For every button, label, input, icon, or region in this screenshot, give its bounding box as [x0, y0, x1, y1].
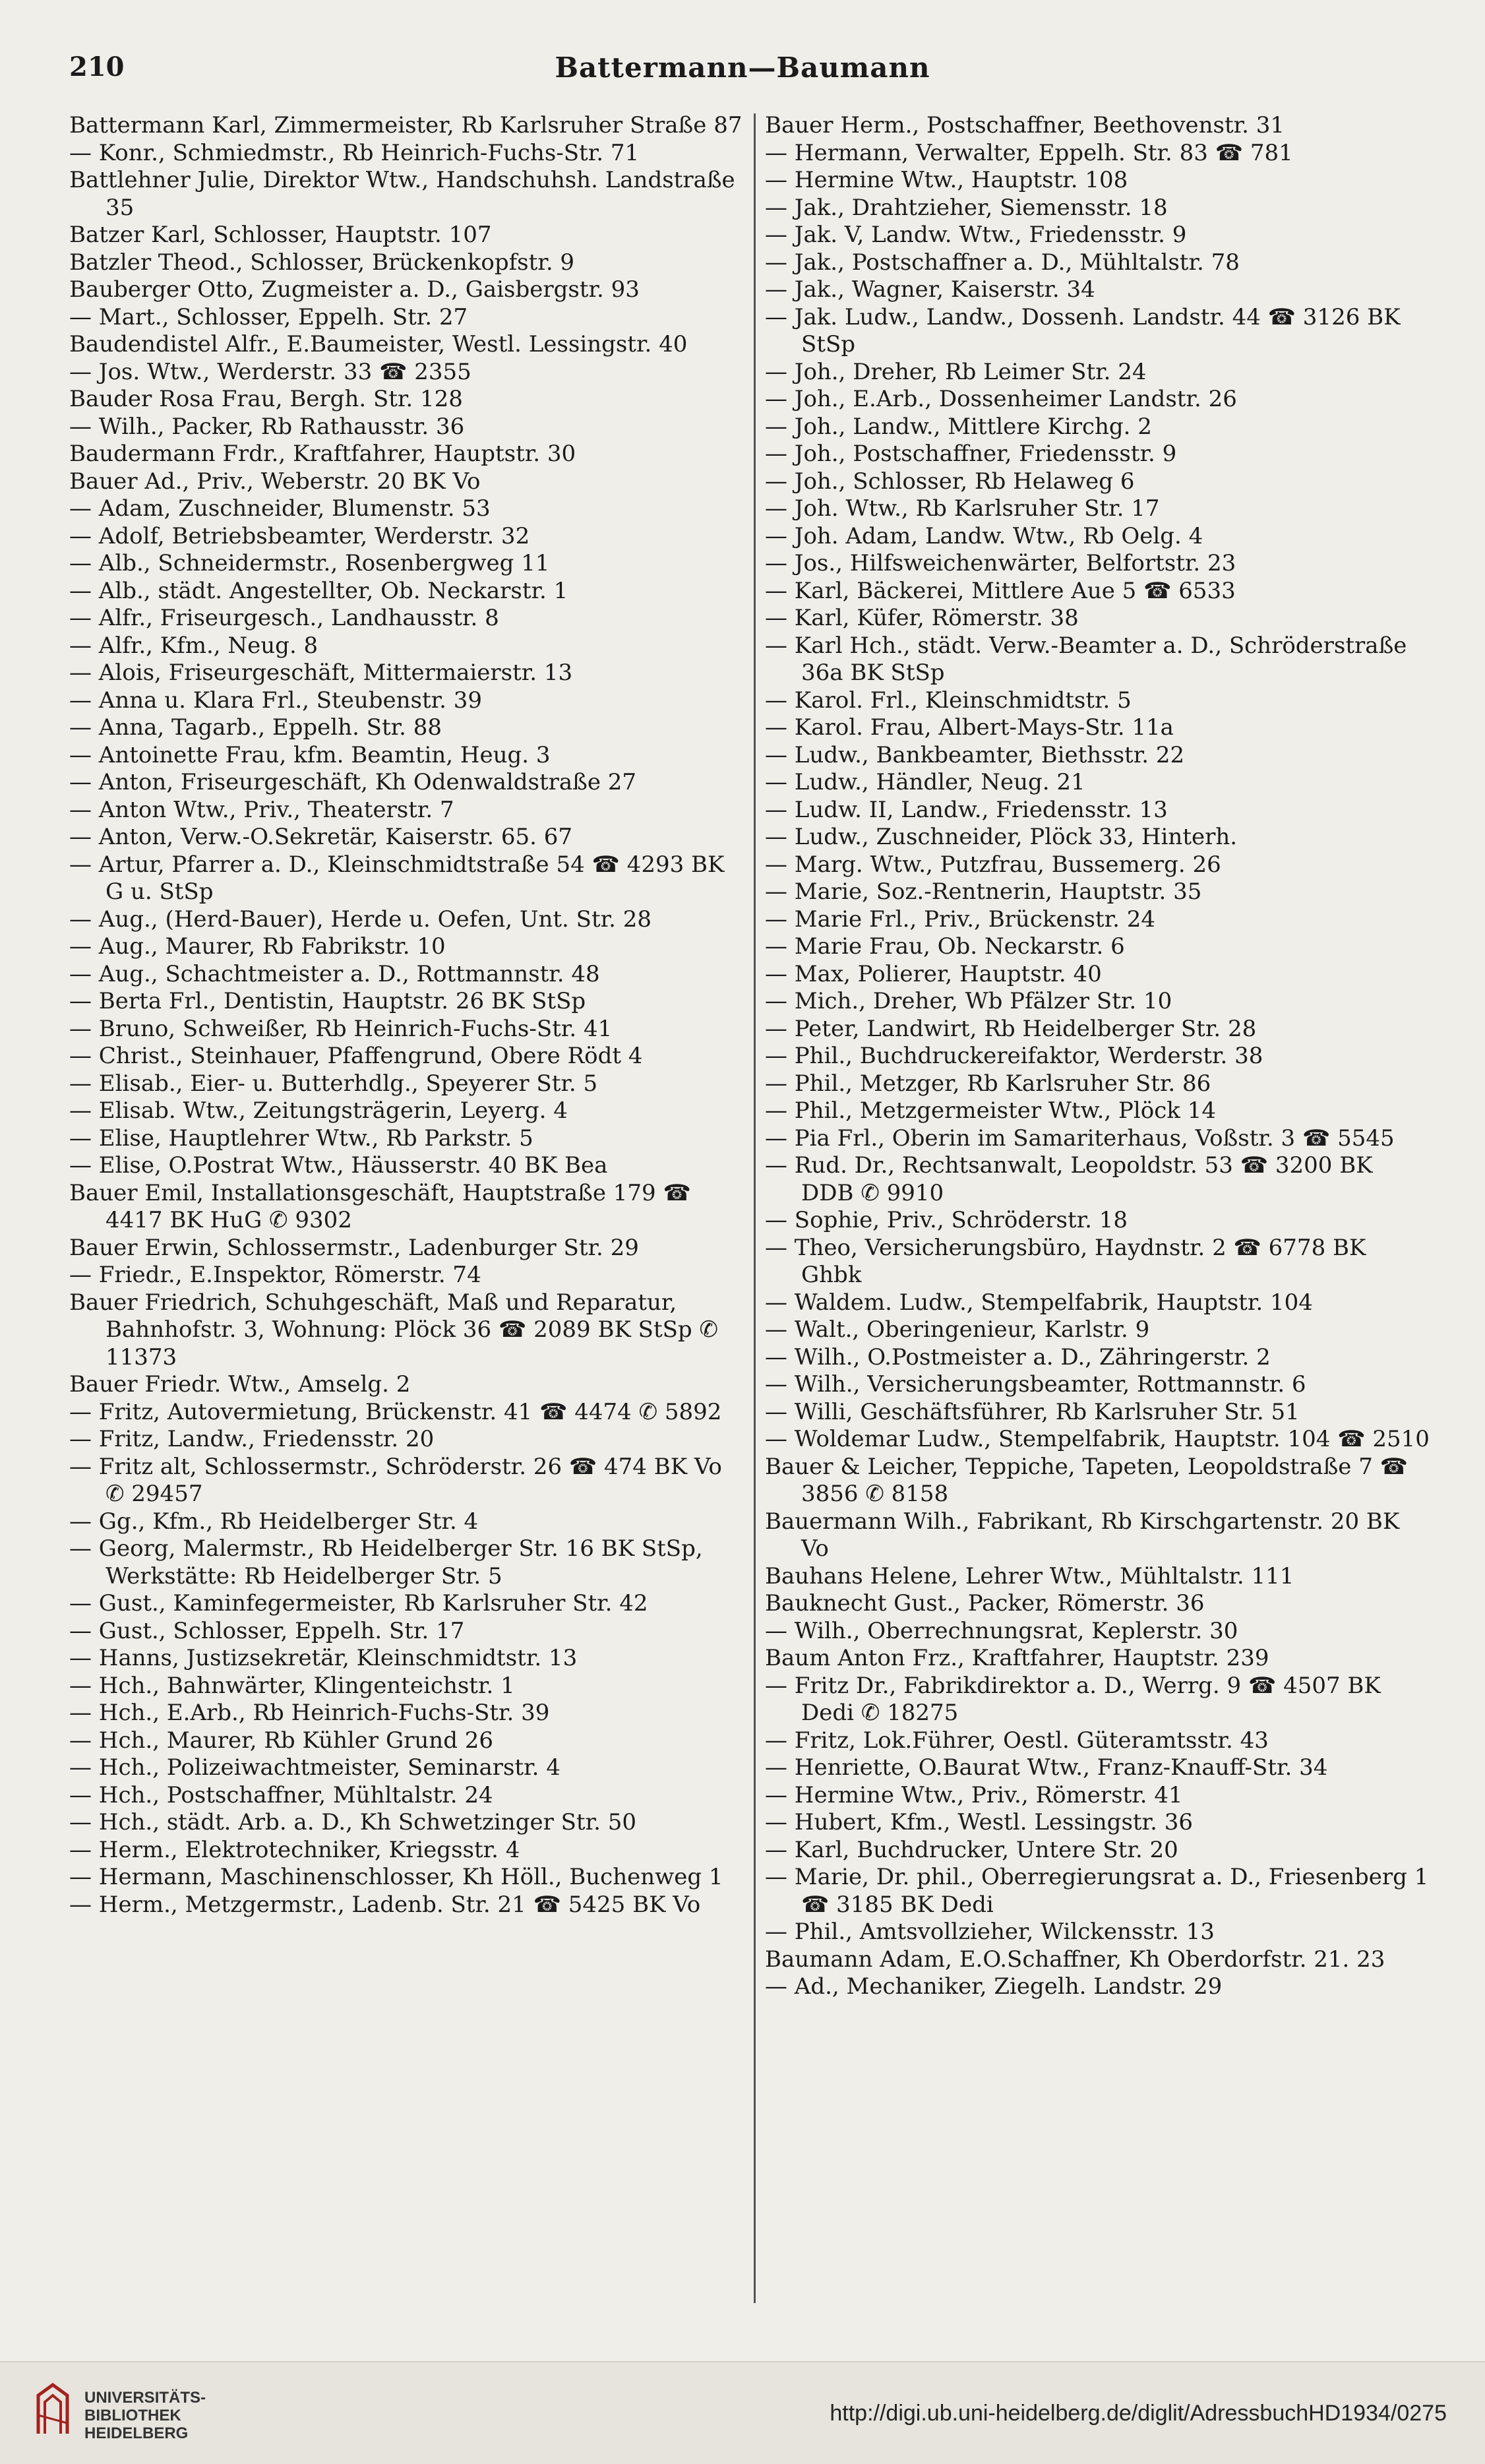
- directory-entry: — Marg. Wtw., Putzfrau, Bussemerg. 26: [765, 851, 1221, 878]
- directory-entry: Batzer Karl, Schlosser, Hauptstr. 107: [69, 222, 492, 248]
- directory-entry: — Elise, Hauptlehrer Wtw., Rb Parkstr. 5: [69, 1124, 533, 1152]
- directory-entry: — Fritz, Landw., Friedensstr. 20: [69, 1426, 435, 1452]
- directory-entry: — Alb., Schneidermstr., Rosenbergweg 11: [69, 550, 550, 576]
- directory-entry: — Wilh., Versicherungsbeamter, Rottmannstr. 6: [765, 1371, 1306, 1398]
- directory-entry: — Marie Frau, Ob. Neckarstr. 6: [765, 933, 1125, 960]
- directory-entry: — Elisab. Wtw., Zeitungsträgerin, Leyerg. 4: [69, 1097, 568, 1124]
- directory-entry: — Pia Frl., Oberin im Samariterhaus, Voßstr. 3 ☎ 5545: [765, 1124, 1395, 1152]
- library-name-line-1: UNIVERSITÄTS-: [84, 2389, 206, 2407]
- directory-entry: — Anna, Tagarb., Eppelh. Str. 88: [69, 714, 442, 741]
- directory-entry: Battermann Karl, Zimmermeister, Rb Karlsruher Straße 87: [69, 112, 742, 139]
- directory-entry: — Joh., Landw., Mittlere Kirchg. 2: [765, 413, 1152, 440]
- directory-entry: — Joh. Wtw., Rb Karlsruher Str. 17: [765, 495, 1160, 522]
- directory-entry: Bauberger Otto, Zugmeister a. D., Gaisbergstr. 93: [69, 276, 640, 303]
- directory-entry: — Karl, Buchdrucker, Untere Str. 20: [765, 1836, 1178, 1863]
- directory-entry: — Mart., Schlosser, Eppelh. Str. 27: [69, 303, 468, 330]
- directory-entry: — Anton, Verw.-O.Sekretär, Kaiserstr. 65. 67: [69, 824, 572, 850]
- directory-entry: — Walt., Oberingenieur, Karlstr. 9: [765, 1316, 1150, 1343]
- directory-entry: — Gust., Schlosser, Eppelh. Str. 17: [69, 1617, 465, 1644]
- directory-entry: — Marie, Soz.-Rentnerin, Hauptstr. 35: [765, 878, 1202, 905]
- directory-entry: — Karl, Küfer, Römerstr. 38: [765, 605, 1079, 631]
- directory-entry: — Jak. Ludw., Landw., Dossenh. Landstr. 44 ☎ 3126 BK StSp: [765, 303, 1401, 357]
- directory-entry: — Phil., Metzgermeister Wtw., Plöck 14: [765, 1097, 1216, 1124]
- directory-entry: — Max, Polierer, Hauptstr. 40: [765, 960, 1102, 987]
- directory-entry: — Hch., Bahnwärter, Klingenteichstr. 1: [69, 1672, 515, 1699]
- directory-entry: — Theo, Versicherungsbüro, Haydnstr. 2 ☎ 6778 BK Ghbk: [765, 1234, 1366, 1288]
- directory-entry: — Christ., Steinhauer, Pfaffengrund, Obere Rödt 4: [69, 1043, 643, 1069]
- directory-entry: Baudendistel Alfr., E.Baumeister, Westl. Lessingstr. 40: [69, 331, 688, 357]
- directory-entry: — Marie, Dr. phil., Oberregierungsrat a. D., Friesenberg 1 ☎ 3185 BK Dedi: [765, 1864, 1429, 1918]
- directory-entry: — Joh., Schlosser, Rb Helaweg 6: [765, 468, 1135, 495]
- directory-entry: — Wilh., Oberrechnungsrat, Keplerstr. 30: [765, 1617, 1238, 1644]
- directory-entry: Baumann Adam, E.O.Schaffner, Kh Oberdorfstr. 21. 23: [765, 1946, 1385, 1973]
- directory-entry: — Bruno, Schweißer, Rb Heinrich-Fuchs-Str. 41: [69, 1015, 613, 1042]
- directory-entry: — Hubert, Kfm., Westl. Lessingstr. 36: [765, 1809, 1193, 1835]
- directory-entry: — Aug., Maurer, Rb Fabrikstr. 10: [69, 933, 446, 960]
- library-name-line-3: HEIDELBERG: [84, 2424, 189, 2442]
- directory-entry: — Alois, Friseurgeschäft, Mittermaierstr. 13: [69, 660, 573, 686]
- directory-entry: — Ad., Mechaniker, Ziegelh. Landstr. 29: [765, 1973, 1223, 2000]
- directory-entry: — Fritz, Lok.Führer, Oestl. Güteramtsstr. 43: [765, 1727, 1269, 1754]
- directory-entry: — Berta Frl., Dentistin, Hauptstr. 26 BK StSp: [69, 988, 586, 1014]
- directory-entry: — Elise, O.Postrat Wtw., Häusserstr. 40 BK Bea: [69, 1152, 608, 1179]
- directory-entry: — Ludw., Zuschneider, Plöck 33, Hinterh.: [765, 824, 1238, 850]
- directory-entry: — Ludw., Händler, Neug. 21: [765, 769, 1085, 795]
- directory-entry: — Alfr., Friseurgesch., Landhausstr. 8: [69, 605, 499, 631]
- directory-entry: — Ludw., Bankbeamter, Biethsstr. 22: [765, 741, 1185, 768]
- directory-entry: — Konr., Schmiedmstr., Rb Heinrich-Fuchs-Str. 71: [69, 139, 640, 166]
- directory-entry: — Jak., Drahtzieher, Siemensstr. 18: [765, 194, 1168, 221]
- directory-entry: — Antoinette Frau, kfm. Beamtin, Heug. 3: [69, 741, 551, 768]
- directory-entry: — Gust., Kaminfegermeister, Rb Karlsruher Str. 42: [69, 1590, 648, 1617]
- directory-entry: — Mich., Dreher, Wb Pfälzer Str. 10: [765, 988, 1172, 1014]
- directory-entry: — Sophie, Priv., Schröderstr. 18: [765, 1207, 1128, 1233]
- directory-entry: Bauer Herm., Postschaffner, Beethovenstr. 31: [765, 112, 1285, 139]
- left-column: [69, 112, 745, 2305]
- directory-entry: Baum Anton Frz., Kraftfahrer, Hauptstr. 239: [765, 1645, 1269, 1671]
- directory-entry: — Hch., städt. Arb. a. D., Kh Schwetzinger Str. 50: [69, 1809, 636, 1835]
- directory-entry: — Jos. Wtw., Werderstr. 33 ☎ 2355: [69, 358, 471, 385]
- directory-entry: — Woldemar Ludw., Stempelfabrik, Hauptstr. 104 ☎ 2510: [765, 1426, 1430, 1452]
- column-divider: [754, 113, 756, 2303]
- directory-entry: Bauer & Leicher, Teppiche, Tapeten, Leopoldstraße 7 ☎ 3856 ✆ 8158: [765, 1453, 1409, 1507]
- directory-entry: — Anton, Friseurgeschäft, Kh Odenwaldstraße 27: [69, 769, 637, 795]
- page-header: [69, 51, 1416, 91]
- directory-entry: Bauer Erwin, Schlossermstr., Ladenburger Str. 29: [69, 1234, 639, 1261]
- library-name: [84, 2389, 206, 2442]
- right-column: [765, 112, 1431, 2305]
- directory-entry: Batzler Theod., Schlosser, Brückenkopfstr. 9: [69, 249, 575, 276]
- directory-entry: — Peter, Landwirt, Rb Heidelberger Str. 28: [765, 1015, 1257, 1042]
- directory-entry: — Artur, Pfarrer a. D., Kleinschmidtstraße 54 ☎ 4293 BK G u. StSp: [69, 851, 725, 905]
- directory-entry: — Herm., Elektrotechniker, Kriegsstr. 4: [69, 1836, 520, 1863]
- directory-entry: — Hermine Wtw., Hauptstr. 108: [765, 167, 1128, 193]
- directory-entry: — Karl Hch., städt. Verw.-Beamter a. D., Schröderstraße 36a BK StSp: [765, 632, 1407, 686]
- directory-entry: — Karol. Frl., Kleinschmidtstr. 5: [765, 687, 1132, 714]
- directory-entry: — Hch., Polizeiwachtmeister, Seminarstr. 4: [69, 1754, 561, 1781]
- directory-entry: — Elisab., Eier- u. Butterhdlg., Speyerer Str. 5: [69, 1070, 598, 1097]
- directory-entry: — Karol. Frau, Albert-Mays-Str. 11a: [765, 714, 1174, 741]
- library-name-line-2: BIBLIOTHEK: [84, 2407, 181, 2424]
- directory-entry: — Fritz alt, Schlossermstr., Schröderstr. 26 ☎ 474 BK Vo ✆ 29457: [69, 1453, 722, 1507]
- directory-entry: — Georg, Malermstr., Rb Heidelberger Str. 16 BK StSp, Werkstätte: Rb Heidelberger Str. 5: [69, 1535, 703, 1589]
- directory-entry: — Wilh., O.Postmeister a. D., Zähringerstr. 2: [765, 1343, 1271, 1371]
- directory-entry: Bauer Friedr. Wtw., Amselg. 2: [69, 1371, 411, 1398]
- directory-entry: — Fritz Dr., Fabrikdirektor a. D., Werrg. 9 ☎ 4507 BK Dedi ✆ 18275: [765, 1672, 1381, 1726]
- directory-entry: — Alb., städt. Angestellter, Ob. Neckarstr. 1: [69, 577, 568, 604]
- directory-entry: — Joh., Postschaffner, Friedensstr. 9: [765, 441, 1177, 467]
- directory-entry: — Joh., E.Arb., Dossenheimer Landstr. 26: [765, 386, 1237, 412]
- page-number: 210: [69, 51, 125, 82]
- directory-entry: — Hermine Wtw., Priv., Römerstr. 41: [765, 1781, 1183, 1808]
- viewer-footer: [0, 2361, 1485, 2464]
- directory-entry: — Anna u. Klara Frl., Steubenstr. 39: [69, 687, 483, 714]
- directory-entry: — Waldem. Ludw., Stempelfabrik, Hauptstr. 104: [765, 1289, 1313, 1316]
- directory-entry: — Jak., Wagner, Kaiserstr. 34: [765, 276, 1095, 303]
- directory-entry: — Alfr., Kfm., Neug. 8: [69, 632, 318, 659]
- directory-entry: — Jos., Hilfsweichenwärter, Belfortstr. 23: [765, 550, 1236, 576]
- directory-entry: — Hch., Maurer, Rb Kühler Grund 26: [69, 1727, 494, 1754]
- directory-entry: Battlehner Julie, Direktor Wtw., Handschuhsh. Landstraße 35: [69, 167, 735, 221]
- directory-entry: — Fritz, Autovermietung, Brückenstr. 41 ☎ 4474 ✆ 5892: [69, 1398, 722, 1425]
- library-logo-icon: [32, 2382, 74, 2438]
- directory-entry: — Karl, Bäckerei, Mittlere Aue 5 ☎ 6533: [765, 577, 1236, 604]
- directory-entry: — Hanns, Justizsekretär, Kleinschmidtstr. 13: [69, 1645, 578, 1671]
- directory-entry: — Adolf, Betriebsbeamter, Werderstr. 32: [69, 522, 530, 549]
- directory-entry: — Phil., Metzger, Rb Karlsruher Str. 86: [765, 1070, 1211, 1097]
- directory-entry: — Jak., Postschaffner a. D., Mühltalstr. 78: [765, 249, 1240, 276]
- directory-entry: — Hermann, Verwalter, Eppelh. Str. 83 ☎ 781: [765, 139, 1293, 166]
- directory-entry: — Gg., Kfm., Rb Heidelberger Str. 4: [69, 1508, 479, 1535]
- directory-entry: — Friedr., E.Inspektor, Römerstr. 74: [69, 1262, 481, 1288]
- directory-entry: Bauer Emil, Installationsgeschäft, Hauptstraße 179 ☎ 4417 BK HuG ✆ 9302: [69, 1179, 691, 1233]
- directory-entry: — Hch., Postschaffner, Mühltalstr. 24: [69, 1781, 493, 1808]
- directory-entry: — Jak. V, Landw. Wtw., Friedensstr. 9: [765, 222, 1187, 248]
- directory-entry: Bauer Friedrich, Schuhgeschäft, Maß und Reparatur, Bahnhofstr. 3, Wohnung: Plöck 36 ☎ 2089 BK StSp ✆ 11373: [69, 1289, 718, 1371]
- permalink-url[interactable]: http://digi.ub.uni-heidelberg.de/diglit/AdressbuchHD1934/0275: [830, 2401, 1447, 2426]
- directory-entry: Baudermann Frdr., Kraftfahrer, Hauptstr. 30: [69, 441, 576, 467]
- directory-entry: — Phil., Amtsvollzieher, Wilckensstr. 13: [765, 1919, 1215, 1945]
- directory-entry: — Marie Frl., Priv., Brückenstr. 24: [765, 906, 1155, 933]
- directory-entry: — Joh., Dreher, Rb Leimer Str. 24: [765, 358, 1147, 385]
- directory-entry: — Hermann, Maschinenschlosser, Kh Höll., Buchenweg 1: [69, 1864, 723, 1890]
- directory-entry: — Henriette, O.Baurat Wtw., Franz-Knauff-Str. 34: [765, 1754, 1328, 1781]
- directory-entry: — Joh. Adam, Landw. Wtw., Rb Oelg. 4: [765, 522, 1203, 549]
- directory-entry: — Phil., Buchdruckereifaktor, Werderstr. 38: [765, 1043, 1263, 1069]
- running-title: Battermann—Baumann: [555, 51, 930, 84]
- directory-entry: — Hch., E.Arb., Rb Heinrich-Fuchs-Str. 39: [69, 1700, 550, 1726]
- directory-entry: — Ludw. II, Landw., Friedensstr. 13: [765, 796, 1168, 823]
- directory-entry: Bauknecht Gust., Packer, Römerstr. 36: [765, 1590, 1205, 1617]
- directory-entry: Bauermann Wilh., Fabrikant, Rb Kirschgartenstr. 20 BK Vo: [765, 1508, 1400, 1562]
- directory-entry: — Aug., (Herd-Bauer), Herde u. Oefen, Unt. Str. 28: [69, 906, 652, 933]
- directory-entry: — Rud. Dr., Rechtsanwalt, Leopoldstr. 53 ☎ 3200 BK DDB ✆ 9910: [765, 1152, 1373, 1206]
- directory-entry: — Herm., Metzgermstr., Ladenb. Str. 21 ☎ 5425 BK Vo: [69, 1891, 701, 1918]
- directory-entry: Bauhans Helene, Lehrer Wtw., Mühltalstr. 111: [765, 1562, 1294, 1589]
- directory-entry: — Wilh., Packer, Rb Rathausstr. 36: [69, 413, 465, 440]
- directory-entry: — Willi, Geschäftsführer, Rb Karlsruher Str. 51: [765, 1398, 1300, 1425]
- directory-entry: — Adam, Zuschneider, Blumenstr. 53: [69, 495, 491, 522]
- directory-entry: — Anton Wtw., Priv., Theaterstr. 7: [69, 796, 454, 823]
- directory-entry: Bauder Rosa Frau, Bergh. Str. 128: [69, 386, 463, 412]
- directory-entry: Bauer Ad., Priv., Weberstr. 20 BK Vo: [69, 468, 481, 495]
- directory-entry: — Aug., Schachtmeister a. D., Rottmannstr. 48: [69, 960, 600, 987]
